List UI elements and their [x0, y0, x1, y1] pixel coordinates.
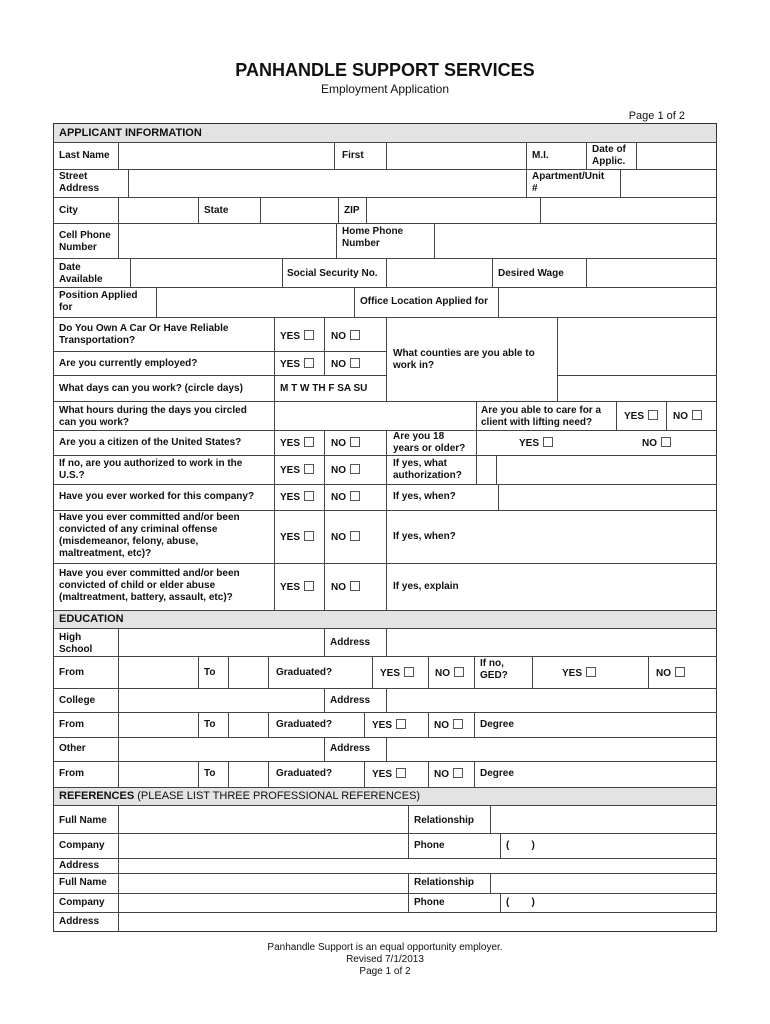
- street-address-label: Street Address: [59, 171, 100, 194]
- ref2-company-label: Company: [59, 897, 105, 908]
- ref2-phone-area[interactable]: ( ): [506, 897, 535, 908]
- ref1-company-label: Company: [59, 840, 105, 851]
- what-authorization-label: If yes, what authorization?: [393, 458, 462, 481]
- hs-from-label: From: [59, 667, 84, 678]
- other-graduated-yes[interactable]: YES: [372, 768, 406, 781]
- authorized-yes[interactable]: YES: [280, 464, 314, 477]
- section-references: [54, 787, 716, 805]
- date-of-application-label: Date of Applic.: [592, 144, 626, 167]
- section-title: APPLICANT INFORMATION: [59, 127, 202, 139]
- date-available-label: Date Available: [59, 262, 103, 285]
- zip-label: ZIP: [344, 205, 360, 216]
- criminal-no[interactable]: NO: [331, 531, 360, 544]
- form-subtitle: Employment Application: [320, 82, 450, 96]
- lifting-no[interactable]: NO: [673, 410, 702, 423]
- ref1-relationship-label: Relationship: [414, 815, 475, 826]
- counties-question: What counties are you able to work in?: [393, 348, 535, 371]
- other-graduated-no[interactable]: NO: [434, 768, 463, 781]
- employed-yes[interactable]: YES: [280, 358, 314, 371]
- criminal-question: Have you ever committed and/or been convicted of any criminal offense (misdemeanor, felony, abuse, maltreatment, etc)?: [59, 512, 240, 559]
- days-work-question: What days can you work? (circle days): [59, 383, 243, 394]
- child-abuse-explain-label: If yes, explain: [393, 581, 459, 592]
- other-graduated-label: Graduated?: [276, 768, 333, 779]
- worked-before-yes[interactable]: YES: [280, 491, 314, 504]
- position-applied-label: Position Applied for: [59, 290, 138, 313]
- own-car-no[interactable]: NO: [331, 330, 360, 343]
- college-degree-label: Degree: [480, 719, 514, 730]
- section-title: REFERENCES: [59, 790, 135, 802]
- section-title: EDUCATION: [59, 613, 124, 625]
- worked-before-no[interactable]: NO: [331, 491, 360, 504]
- footer-page: Page 1 of 2: [359, 966, 411, 977]
- college-to-label: To: [204, 719, 216, 730]
- college-from-label: From: [59, 719, 84, 730]
- high-school-label: High School: [59, 632, 93, 655]
- currently-employed-question: Are you currently employed?: [59, 358, 198, 369]
- citizen-no[interactable]: NO: [331, 437, 360, 450]
- employed-no[interactable]: NO: [331, 358, 360, 371]
- ref1-full-name-label: Full Name: [59, 815, 107, 826]
- page-number-top: Page 1 of 2: [628, 110, 685, 122]
- own-car-question: Do You Own A Car Or Have Reliable Transportation?: [59, 323, 229, 346]
- ged-no[interactable]: NO: [656, 667, 685, 680]
- hs-to-label: To: [204, 667, 216, 678]
- authorized-no[interactable]: NO: [331, 464, 360, 477]
- criminal-yes[interactable]: YES: [280, 531, 314, 544]
- child-abuse-no[interactable]: NO: [331, 581, 360, 594]
- ref1-phone-area[interactable]: ( ): [506, 840, 535, 851]
- own-car-yes[interactable]: YES: [280, 330, 314, 343]
- cell-phone-label: Cell Phone Number: [59, 230, 111, 253]
- hs-graduated-yes[interactable]: YES: [380, 667, 414, 680]
- ref2-phone-label: Phone: [414, 897, 445, 908]
- authorized-question: If no, are you authorized to work in the U.S.?: [59, 458, 243, 481]
- age18-yes[interactable]: YES: [519, 437, 553, 450]
- office-location-label: Office Location Applied for: [360, 296, 488, 307]
- desired-wage-label: Desired Wage: [498, 268, 564, 279]
- other-to-label: To: [204, 768, 216, 779]
- worked-before-question: Have you ever worked for this company?: [59, 491, 255, 502]
- form-title: PANHANDLE SUPPORT SERVICES: [235, 60, 535, 80]
- college-graduated-label: Graduated?: [276, 719, 333, 730]
- city-label: City: [59, 205, 78, 216]
- ref2-relationship-label: Relationship: [414, 877, 475, 888]
- other-label: Other: [59, 743, 86, 754]
- age18-no[interactable]: NO: [642, 437, 671, 450]
- ged-yes[interactable]: YES: [562, 667, 596, 680]
- ref2-address-label: Address: [59, 916, 100, 927]
- college-label: College: [59, 695, 96, 706]
- citizen-question: Are you a citizen of the United States?: [59, 437, 242, 448]
- worked-when-label: If yes, when?: [393, 491, 456, 502]
- age18-question: Are you 18 years or older?: [393, 431, 466, 454]
- home-phone-label: Home Phone Number: [342, 226, 404, 249]
- ged-question: If no, GED?: [480, 658, 508, 681]
- college-address-label: Address: [330, 695, 371, 706]
- lifting-yes[interactable]: YES: [624, 410, 658, 423]
- other-from-label: From: [59, 768, 84, 779]
- other-degree-label: Degree: [480, 768, 514, 779]
- state-label: State: [204, 205, 229, 216]
- ref1-address-label: Address: [59, 860, 100, 871]
- child-abuse-question: Have you ever committed and/or been convicted of child or elder abuse (maltreatment, battery, assault, etc)?: [59, 568, 240, 603]
- lifting-question: Are you able to care for a client with lifting need?: [481, 405, 602, 428]
- hs-graduated-no[interactable]: NO: [435, 667, 464, 680]
- ref1-phone-label: Phone: [414, 840, 445, 851]
- section-education: [54, 610, 716, 628]
- first-name-label: First: [342, 150, 364, 161]
- hs-graduated-label: Graduated?: [276, 667, 333, 678]
- other-address-label: Address: [330, 743, 371, 754]
- ssn-label: Social Security No.: [287, 268, 378, 279]
- ref2-full-name-label: Full Name: [59, 877, 107, 888]
- hours-question: What hours during the days you circled can you work?: [59, 405, 247, 428]
- apartment-unit-label: Apartment/Unit #: [532, 171, 605, 194]
- footer-eoe: Panhandle Support is an equal opportunity employer.: [267, 942, 503, 953]
- middle-initial-label: M.I.: [532, 150, 549, 161]
- citizen-yes[interactable]: YES: [280, 437, 314, 450]
- child-abuse-yes[interactable]: YES: [280, 581, 314, 594]
- days-list[interactable]: M T W TH F SA SU: [280, 383, 368, 394]
- criminal-when-label: If yes, when?: [393, 531, 456, 542]
- college-graduated-no[interactable]: NO: [434, 719, 463, 732]
- footer-revised: Revised 7/1/2013: [346, 954, 424, 965]
- college-graduated-yes[interactable]: YES: [372, 719, 406, 732]
- last-name-label: Last Name: [59, 150, 110, 161]
- section-applicant-information: [54, 124, 716, 142]
- hs-address-label: Address: [330, 637, 371, 648]
- section-note: (PLEASE LIST THREE PROFESSIONAL REFERENCES): [137, 790, 421, 802]
